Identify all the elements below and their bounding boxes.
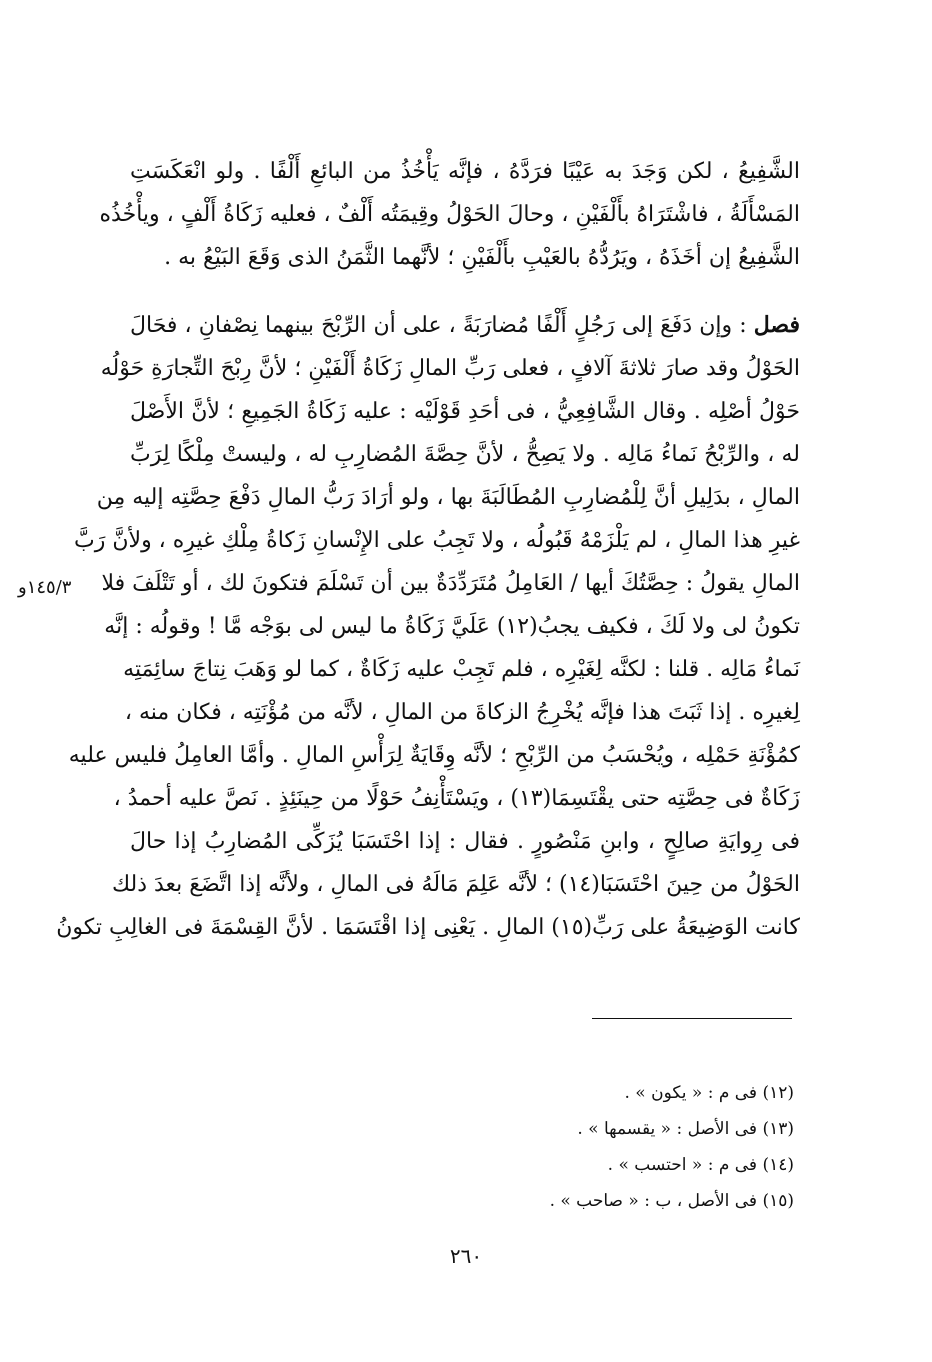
text-line: نَماءُ مَالِه . قلنا : لكنَّه لِغَيْرِه ، فلم تَجِبْ عليه زَكَاةٌ ، كما لو وَهَبَ نِتاجَ سائِمَتِه: [123, 657, 800, 682]
footnotes: [294, 1075, 794, 1219]
footnote: (١٢) فى م : « يكون » .: [624, 1083, 794, 1103]
footnote-separator: [592, 1018, 792, 1019]
footnote: (١٥) فى الأصل ، ب : « صاحب » .: [549, 1191, 794, 1211]
text-line: له ، والرِّبْحُ نَماءُ مَالِه . ولا يَصِحُّ ، لأنَّ حِصَّةَ المُضارِبِ له ، وليستْ مِلْكًا لِرَبِّ: [130, 442, 800, 467]
text-line: الحَوْلُ من حِينَ احْتَسَبَا(١٤) ؛ لأنَّه عَلِمَ مَالَهُ فى المالِ ، ولأنَّه إذا اتَّضَعَ بعدَ ذلك: [111, 872, 800, 897]
text-line: الشَّفِيعُ إن أخَذَهُ ، ويَرُدُّهُ بالعَيْبِ بأَلْفَيْنِ ؛ لأنَّهما الثَّمَنُ الذى وَقَعَ البَيْعُ به .: [164, 245, 800, 270]
text-line: كانت الوَضِيعَةُ على رَبِّ(١٥) المالِ . يَعْنِى إذا اقْتَسَمَا . لأنَّ القِسْمَةَ فى الغالِبِ تكونُ: [56, 915, 800, 940]
text-line: المَسْأَلَةُ ، فاشْتَرَاهُ بأَلْفَيْنِ ، وحالَ الحَوْلُ وقِيمَتُه أَلْفٌ ، فعليه زَكَاةُ أَلْفٍ ، ويأْخُذُه: [99, 202, 800, 227]
text-line: لِغيرِه . إذا ثَبَتَ هذا فإنَّه يُخْرِجُ الزكاةَ من المالِ ، لأنَّه من مُؤْنَتِه ، فكان منه ،: [124, 700, 800, 725]
text-line: تكونُ لى ولا لَكَ ، فكيف يجبُ(١٢) عَلَيَّ زَكَاةُ ما ليس لى بوَجْه مَّا ! وقولُه : إنَّه: [104, 614, 800, 639]
section-heading: فصل: [753, 312, 800, 338]
text-line: غيرِ هذا المالِ ، لم يَلْزَمْهُ قَبُولُه ، ولا تَجِبُ على الإِنْسانِ زَكاةُ مِلْكِ غيرِه ، ولأنَّ رَبَّ: [74, 528, 800, 553]
text-line: حَوْلُ أصْلِه . وقال الشَّافِعِيُّ ، فى أحَدِ قَوْلَيْه : عليه زَكَاةُ الجَمِيعِ ؛ لأنَّ الأَصْلَ: [130, 399, 800, 424]
text-line: فى رِوايَةِ صالِحٍ ، وابنِ مَنْصُورٍ . فقال : إذا احْتَسَبَا يُزَكِّى المُضارِبُ إذا حالَ: [130, 829, 800, 854]
text-line: كمُؤْنَةِ حَمْلِه ، ويُحْسَبُ من الرِّبْحِ ؛ لأنَّه وِقَايَةٌ لِرَأْسِ المالِ . وأمَّا العامِلُ فليس عليه: [68, 743, 800, 768]
margin-folio-note: ١٤٥/٣و: [18, 577, 72, 598]
footnote: (١٤) فى م : « احتسب » .: [607, 1155, 794, 1175]
text-line: زَكَاةٌ فى حِصَّتِه حتى يقْتَسِمَا(١٣) ، ويَسْتَأْنِفُ حَوْلًا من حِينَئِذٍ . نَصَّ عليه أحمدُ ،: [113, 786, 800, 811]
text-line: المالِ ، بدَلِيلِ أنَّ لِلْمُضارِبِ المُطَالَبَةَ بها ، ولو أرَادَ رَبُّ المالِ دَفْعَ حِصَّتِه إليه مِن: [96, 485, 800, 510]
main-text: [56, 150, 800, 949]
text-line: الحَوْلُ وقد صارَ ثلاثةَ آلافٍ ، فعلى رَبِّ المالِ زَكَاةُ أَلْفَيْنِ ؛ لأنَّ رِبْحَ التِّجارَةِ حَوْلُه: [100, 356, 800, 381]
text-line: الشَّفِيعُ ، لكن وَجَدَ به عَيْبًا فرَدَّهُ ، فإنَّه يَأْخُذُ من البائعِ أَلْفًا . ولو انْعَكَسَتِ: [130, 159, 800, 184]
footnote: (١٣) فى الأصل : « يقسمها » .: [577, 1119, 794, 1139]
text-line: المالِ يقولُ : حِصَّتُكَ أيها / العَامِلُ مُتَرَدِّدَةٌ بين أن تَسْلَمَ فتكونَ لك ، أو تَتْلَفَ فلا: [101, 571, 800, 596]
page-number: ٢٦٠: [449, 1244, 483, 1268]
text-line: فصل : وإن دَفَعَ إلى رَجُلٍ أَلْفًا مُضارَبَةً ، على أن الرِّبْحَ بينهما نِصْفانِ ، فحَالَ: [130, 312, 800, 338]
paragraph-gap: [130, 279, 800, 304]
